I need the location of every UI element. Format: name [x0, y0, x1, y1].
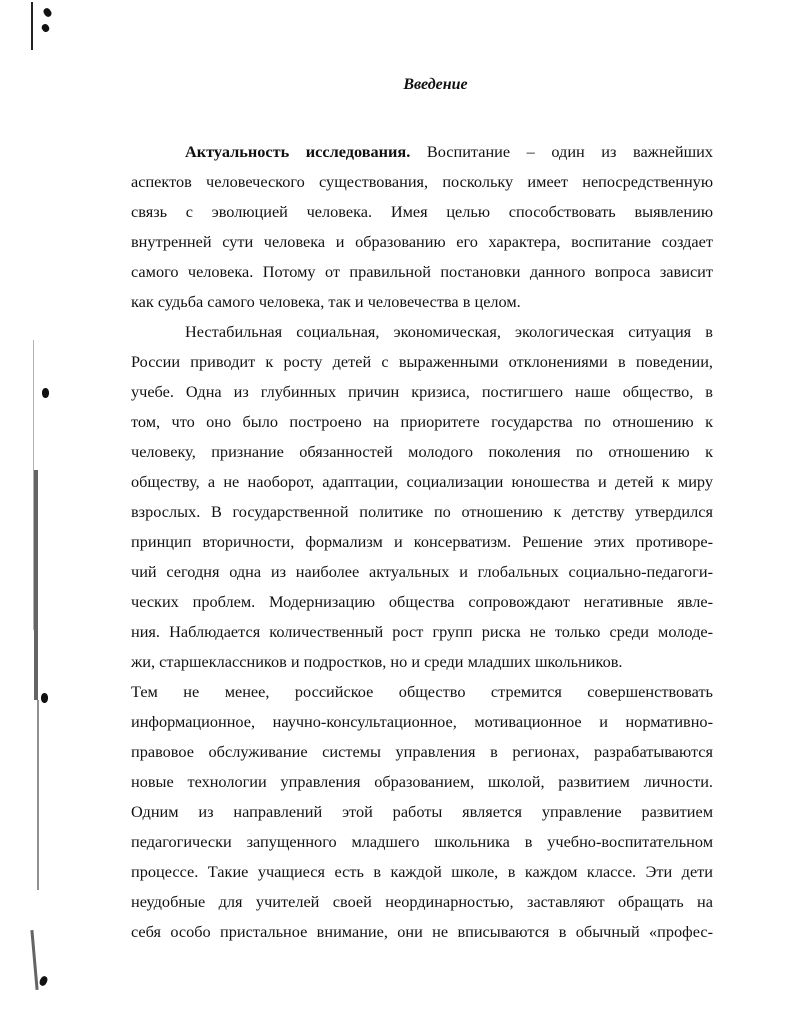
paragraph-line: учебе. Одна из глубинных причин кризиса, постигшего наше общество, в — [131, 382, 713, 401]
paragraph-line: Нестабильная социальная, экономическая, экологическая ситуация в — [185, 322, 713, 341]
paragraph-line: ния. Наблюдается количественный рост групп риска не только среди молоде- — [131, 622, 713, 641]
paragraph-line: России приводит к росту детей с выраженными отклонениями в поведении, — [131, 352, 713, 371]
scan-edge-left — [34, 470, 38, 700]
paragraph-line: процессе. Такие учащиеся есть в каждой школе, в каждом классе. Эти дети — [131, 862, 713, 881]
binder-hole-mark — [40, 23, 50, 34]
paragraph-line: новые технологии управления образованием, школой, развитием личности. — [131, 772, 713, 791]
paragraph-line: взрослых. В государственной политике по отношению к детству утвердился — [131, 502, 713, 521]
scan-edge-left — [37, 700, 39, 890]
paragraph-line: Тем не менее, российское общество стремится совершенствовать — [131, 682, 713, 701]
paragraph-line: педагогически запущенного младшего школьника в учебно-воспитательном — [131, 832, 713, 851]
paragraph-line: Актуальность исследования. Воспитание – один из важнейших — [185, 142, 713, 161]
paragraph-line: аспектов человеческого существования, поскольку имеет непосредственную — [131, 172, 713, 191]
scan-edge-top — [31, 2, 33, 50]
paragraph-line: внутренней сути человека и образованию его характера, воспитание создает — [131, 232, 713, 251]
paragraph-line: информационное, научно-консультационное, мотивационное и нормативно- — [131, 712, 713, 731]
paragraph-line: человеку, признание обязанностей молодого поколения по отношению к — [131, 442, 713, 461]
paragraph-line: неудобные для учителей своей неординарностью, заставляют обращать на — [131, 892, 713, 911]
paragraph-line: самого человека. Потому от правильной постановки данного вопроса зависит — [131, 262, 713, 281]
paragraph-line: обществу, а не наоборот, адаптации, социализации юношества и детей к миру — [131, 472, 713, 491]
paragraph-line: Одним из направлений этой работы является управление развитием — [131, 802, 713, 821]
paragraph-line: жи, старшеклассников и подростков, но и среди младших школьников. — [131, 652, 623, 671]
binder-hole-mark — [42, 388, 49, 398]
paragraph-line: связь с эволюцией человека. Имея целью способствовать выявлению — [131, 202, 713, 221]
paragraph-line: как судьба самого человека, так и человечества в целом. — [131, 292, 521, 311]
paragraph-line: ческих проблем. Модернизацию общества сопровождают негативные явле- — [131, 592, 713, 611]
paragraph-line: принцип вторичности, формализм и консерватизм. Решение этих противоре- — [131, 532, 713, 551]
binder-hole-mark — [38, 975, 49, 987]
lead-heading: Актуальность исследования. — [185, 142, 411, 161]
binder-hole-mark — [41, 693, 48, 703]
binder-hole-mark — [42, 7, 53, 18]
paragraph-line: правовое обслуживание системы управления в регионах, разрабатываются — [131, 742, 713, 761]
scan-edge-left — [30, 930, 38, 990]
section-title: Введение — [403, 76, 468, 93]
paragraph-line: себя особо пристальное внимание, они не вписываются в обычный «профес- — [131, 922, 713, 941]
paragraph-line: том, что оно было построено на приоритете государства по отношению к — [131, 412, 713, 431]
paragraph-line: чий сегодня одна из наиболее актуальных и глобальных социально-педагоги- — [131, 562, 713, 581]
